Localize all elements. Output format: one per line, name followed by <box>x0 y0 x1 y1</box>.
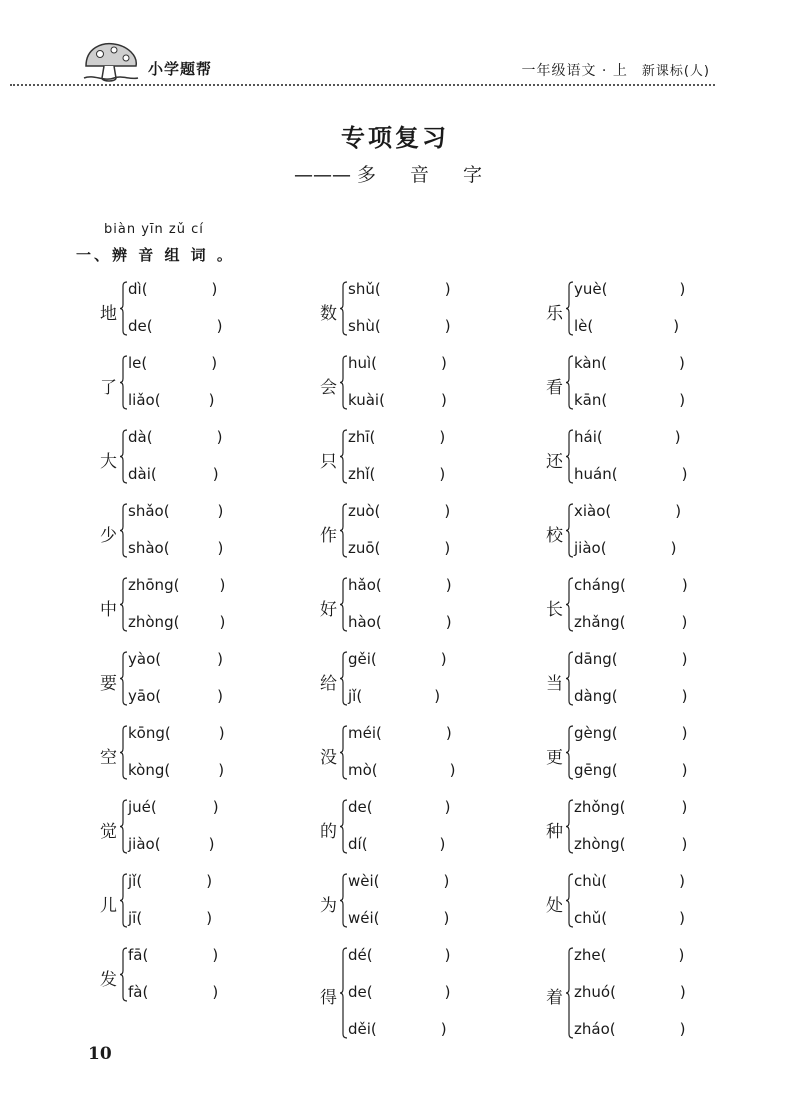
pinyin-label: hào( <box>348 613 382 631</box>
pinyin-label: wéi( <box>348 909 380 927</box>
pinyin-answer-blank[interactable] <box>574 465 687 483</box>
pinyin-answer-blank[interactable] <box>574 502 681 520</box>
pinyin-answer-blank[interactable] <box>574 576 688 594</box>
pinyin-answer-blank[interactable] <box>574 835 687 853</box>
brace-icon <box>120 502 128 559</box>
pinyin-label: jué( <box>128 798 157 816</box>
pinyin-answer-blank[interactable] <box>574 1020 685 1038</box>
close-paren: ) <box>212 798 219 816</box>
pinyin-answer-blank[interactable] <box>574 354 685 372</box>
pinyin-label: de( <box>128 317 153 335</box>
word-group <box>546 872 746 929</box>
page-title: 专项复习 <box>341 124 449 152</box>
pinyin-answer-blank[interactable] <box>574 650 687 668</box>
pinyin-label: lè( <box>574 317 594 335</box>
pinyin-label: zhe( <box>574 946 607 964</box>
brace-icon <box>340 280 348 337</box>
pinyin-label: zuò( <box>348 502 381 520</box>
pinyin-label: de( <box>348 798 373 816</box>
polyphonic-character: 会 <box>320 377 337 398</box>
pinyin-answer-blank[interactable] <box>574 317 679 335</box>
pinyin-label: dàng( <box>574 687 618 705</box>
pinyin-label: jǐ( <box>348 687 363 705</box>
close-paren: ) <box>445 613 452 631</box>
close-paren: ) <box>440 650 447 668</box>
pinyin-answer-blank[interactable] <box>348 354 447 372</box>
word-group <box>100 946 300 1003</box>
pinyin-label: jiào( <box>128 835 161 853</box>
course-label: 一年级语文 · 上 <box>521 63 628 79</box>
word-group <box>320 428 520 485</box>
close-paren: ) <box>444 502 451 520</box>
pinyin-label: zuō( <box>348 539 381 557</box>
close-paren: ) <box>434 687 441 705</box>
word-group <box>100 798 300 855</box>
word-group <box>320 576 520 633</box>
pinyin-label: dāng( <box>574 650 618 668</box>
pinyin-answer-blank[interactable] <box>574 983 686 1001</box>
brace-icon <box>120 650 128 707</box>
close-paren: ) <box>681 835 688 853</box>
pinyin-answer-blank[interactable] <box>348 983 450 1001</box>
pinyin-answer-blank[interactable] <box>128 613 225 631</box>
brace-icon <box>120 280 128 337</box>
pinyin-answer-blank[interactable] <box>348 428 445 446</box>
polyphonic-character: 还 <box>546 451 563 472</box>
polyphonic-character: 儿 <box>100 895 117 916</box>
pinyin-answer-blank[interactable] <box>128 761 224 779</box>
brace-icon <box>120 798 128 855</box>
polyphonic-character: 处 <box>546 895 563 916</box>
pinyin-label: zhǐ( <box>348 465 376 483</box>
word-group <box>546 724 746 781</box>
section-pinyin: biàn yīn zǔ cí <box>104 222 204 237</box>
brace-icon <box>120 872 128 929</box>
close-paren: ) <box>681 724 688 742</box>
brace-icon <box>340 946 348 1040</box>
pinyin-label: dé( <box>348 946 373 964</box>
pinyin-answer-blank[interactable] <box>348 872 449 890</box>
close-paren: ) <box>439 428 446 446</box>
close-paren: ) <box>679 909 685 927</box>
close-paren: ) <box>217 687 223 705</box>
word-group <box>546 576 746 633</box>
brace-icon <box>566 502 574 559</box>
close-paren: ) <box>670 539 677 557</box>
close-paren: ) <box>681 613 688 631</box>
pinyin-answer-blank[interactable] <box>128 354 217 372</box>
pinyin-label: hái( <box>574 428 603 446</box>
close-paren: ) <box>206 909 213 927</box>
close-paren: ) <box>681 798 688 816</box>
brace-icon <box>566 428 574 485</box>
pinyin-label: shǎo( <box>128 502 170 520</box>
close-paren: ) <box>212 946 219 964</box>
pinyin-label: dà( <box>128 428 153 446</box>
pinyin-answer-blank[interactable] <box>574 539 676 557</box>
word-group <box>546 946 746 1040</box>
polyphonic-character: 种 <box>546 821 563 842</box>
close-paren: ) <box>445 576 452 594</box>
pinyin-label: de( <box>348 983 373 1001</box>
pinyin-answer-blank[interactable] <box>574 946 684 964</box>
word-group <box>320 280 520 337</box>
close-paren: ) <box>441 354 447 372</box>
close-paren: ) <box>678 946 685 964</box>
pinyin-answer-blank[interactable] <box>348 280 451 298</box>
polyphonic-character: 中 <box>100 599 117 620</box>
pinyin-label: zhǎng( <box>574 613 626 631</box>
pinyin-answer-blank[interactable] <box>348 502 450 520</box>
close-paren: ) <box>216 428 223 446</box>
pinyin-answer-blank[interactable] <box>128 983 218 1001</box>
pinyin-answer-blank[interactable] <box>348 724 452 742</box>
close-paren: ) <box>444 946 451 964</box>
pinyin-answer-blank[interactable] <box>348 391 447 409</box>
close-paren: ) <box>681 761 688 779</box>
close-paren: ) <box>218 761 225 779</box>
brace-icon <box>566 280 574 337</box>
close-paren: ) <box>444 317 451 335</box>
word-group <box>320 946 520 1040</box>
close-paren: ) <box>440 391 447 409</box>
pinyin-answer-blank[interactable] <box>348 946 450 964</box>
pinyin-answer-blank[interactable] <box>128 576 225 594</box>
pinyin-label: fā( <box>128 946 149 964</box>
pinyin-answer-blank[interactable] <box>574 687 687 705</box>
close-paren: ) <box>673 317 680 335</box>
word-group <box>100 576 300 633</box>
pinyin-answer-blank[interactable] <box>128 872 212 890</box>
close-paren: ) <box>681 576 688 594</box>
close-paren: ) <box>444 539 451 557</box>
pinyin-label: yuè( <box>574 280 608 298</box>
close-paren: ) <box>212 465 219 483</box>
word-group <box>546 428 746 485</box>
pinyin-label: dí( <box>348 835 368 853</box>
word-group <box>100 872 300 929</box>
close-paren: ) <box>678 354 685 372</box>
close-paren: ) <box>679 391 686 409</box>
pinyin-answer-blank[interactable] <box>128 280 217 298</box>
word-group <box>546 798 746 855</box>
word-group <box>546 650 746 707</box>
polyphonic-character: 好 <box>320 599 337 620</box>
pinyin-label: gěi( <box>348 650 377 668</box>
brace-icon <box>566 724 574 781</box>
pinyin-label: hǎo( <box>348 576 382 594</box>
pinyin-label: zhōng( <box>128 576 180 594</box>
polyphonic-character: 了 <box>100 377 117 398</box>
pinyin-label: xiào( <box>574 502 612 520</box>
pinyin-answer-blank[interactable] <box>128 428 222 446</box>
polyphonic-character: 看 <box>546 377 563 398</box>
polyphonic-character: 当 <box>546 673 563 694</box>
pinyin-answer-blank[interactable] <box>128 465 219 483</box>
pinyin-answer-blank[interactable] <box>128 502 223 520</box>
pinyin-answer-blank[interactable] <box>128 946 218 964</box>
pinyin-label: le( <box>128 354 148 372</box>
close-paren: ) <box>439 835 446 853</box>
word-group <box>320 872 520 929</box>
close-paren: ) <box>439 465 446 483</box>
close-paren: ) <box>679 872 685 890</box>
brace-icon <box>566 946 574 1040</box>
polyphonic-character: 的 <box>320 821 337 842</box>
close-paren: ) <box>218 724 225 742</box>
pinyin-answer-blank[interactable] <box>574 280 685 298</box>
close-paren: ) <box>217 539 224 557</box>
close-paren: ) <box>443 872 450 890</box>
close-paren: ) <box>217 502 224 520</box>
brace-icon <box>120 724 128 781</box>
close-paren: ) <box>440 1020 447 1038</box>
brace-icon <box>120 946 128 1003</box>
page-number: 10 <box>88 1044 112 1064</box>
brace-icon <box>340 428 348 485</box>
brace-icon <box>566 576 574 633</box>
pinyin-answer-blank[interactable] <box>348 761 456 779</box>
polyphonic-character: 乐 <box>546 303 563 324</box>
word-group <box>100 354 300 411</box>
pinyin-label: zhǒng( <box>574 798 626 816</box>
pinyin-label: fà( <box>128 983 149 1001</box>
pinyin-label: mò( <box>348 761 378 779</box>
pinyin-answer-blank[interactable] <box>128 650 223 668</box>
pinyin-label: kàn( <box>574 354 607 372</box>
pinyin-answer-blank[interactable] <box>128 539 223 557</box>
pinyin-label: shào( <box>128 539 170 557</box>
word-group <box>320 354 520 411</box>
close-paren: ) <box>211 280 218 298</box>
brace-icon <box>566 872 574 929</box>
polyphonic-character: 数 <box>320 303 337 324</box>
pinyin-label: huán( <box>574 465 618 483</box>
pinyin-answer-blank[interactable] <box>128 317 222 335</box>
pinyin-label: jī( <box>128 909 143 927</box>
word-group <box>100 650 300 707</box>
brace-icon <box>566 354 574 411</box>
polyphonic-character: 着 <box>546 988 563 1008</box>
pinyin-label: děi( <box>348 1020 377 1038</box>
pinyin-label: yāo( <box>128 687 162 705</box>
word-group <box>100 502 300 559</box>
pinyin-label: kòng( <box>128 761 171 779</box>
pinyin-label: zhòng( <box>574 835 626 853</box>
polyphonic-character: 要 <box>100 673 117 694</box>
brace-icon <box>120 428 128 485</box>
pinyin-answer-blank[interactable] <box>348 465 445 483</box>
pinyin-label: dì( <box>128 280 148 298</box>
polyphonic-character: 觉 <box>100 821 117 842</box>
pinyin-label: zháo( <box>574 1020 616 1038</box>
word-group <box>546 354 746 411</box>
close-paren: ) <box>445 724 452 742</box>
polyphonic-character: 作 <box>320 525 337 546</box>
brand-name: 小学题帮 <box>148 60 213 78</box>
brace-icon <box>120 576 128 633</box>
pinyin-label: kuài( <box>348 391 385 409</box>
subtitle-dash: ——— <box>293 164 351 186</box>
polyphonic-character: 校 <box>546 525 563 546</box>
brace-icon <box>340 724 348 781</box>
edition-label: 新课标(人) <box>641 64 710 79</box>
pinyin-answer-blank[interactable] <box>348 835 445 853</box>
pinyin-label: méi( <box>348 724 382 742</box>
brace-icon <box>340 872 348 929</box>
close-paren: ) <box>679 1020 686 1038</box>
pinyin-label: chù( <box>574 872 608 890</box>
pinyin-label: gēng( <box>574 761 618 779</box>
polyphonic-character: 少 <box>100 525 117 546</box>
pinyin-answer-blank[interactable] <box>128 687 223 705</box>
pinyin-answer-blank[interactable] <box>574 761 688 779</box>
brace-icon <box>566 650 574 707</box>
subtitle-text: 多 音 字 <box>356 164 497 186</box>
close-paren: ) <box>679 280 686 298</box>
pinyin-answer-blank[interactable] <box>574 798 687 816</box>
brace-icon <box>340 650 348 707</box>
close-paren: ) <box>219 613 226 631</box>
polyphonic-character: 没 <box>320 747 337 768</box>
word-group <box>546 502 746 559</box>
pinyin-answer-blank[interactable] <box>128 391 214 409</box>
pinyin-answer-blank[interactable] <box>574 909 685 927</box>
pinyin-answer-blank[interactable] <box>128 835 214 853</box>
close-paren: ) <box>208 835 215 853</box>
polyphonic-character: 更 <box>546 747 563 768</box>
pinyin-answer-blank[interactable] <box>574 613 687 631</box>
word-group <box>100 428 300 485</box>
close-paren: ) <box>681 687 688 705</box>
pinyin-answer-blank[interactable] <box>348 576 452 594</box>
close-paren: ) <box>679 983 686 1001</box>
pinyin-label: shǔ( <box>348 280 381 298</box>
close-paren: ) <box>211 354 218 372</box>
polyphonic-character: 空 <box>100 747 117 768</box>
pinyin-label: yào( <box>128 650 162 668</box>
close-paren: ) <box>206 872 213 890</box>
pinyin-label: chǔ( <box>574 909 608 927</box>
pinyin-label: zhòng( <box>128 613 180 631</box>
brace-icon <box>566 798 574 855</box>
close-paren: ) <box>681 650 688 668</box>
pinyin-answer-blank[interactable] <box>348 909 449 927</box>
pinyin-label: jiào( <box>574 539 607 557</box>
pinyin-label: zhuó( <box>574 983 616 1001</box>
pinyin-answer-blank[interactable] <box>348 650 447 668</box>
pinyin-answer-blank[interactable] <box>348 687 440 705</box>
brace-icon <box>340 576 348 633</box>
pinyin-answer-blank[interactable] <box>574 391 685 409</box>
polyphonic-character: 得 <box>320 988 337 1008</box>
pinyin-answer-blank[interactable] <box>574 428 681 446</box>
close-paren: ) <box>208 391 215 409</box>
pinyin-label: jǐ( <box>128 872 143 890</box>
word-group <box>320 650 520 707</box>
word-group <box>100 280 300 337</box>
pinyin-label: gèng( <box>574 724 618 742</box>
polyphonic-character: 给 <box>320 673 337 694</box>
brace-icon <box>340 354 348 411</box>
pinyin-answer-blank[interactable] <box>128 798 219 816</box>
pinyin-answer-blank[interactable] <box>574 724 688 742</box>
word-group <box>320 798 520 855</box>
section-heading: 一、辨 音 组 词 。 <box>76 246 235 264</box>
pinyin-label: kōng( <box>128 724 171 742</box>
pinyin-answer-blank[interactable] <box>348 798 450 816</box>
pinyin-label: wèi( <box>348 872 380 890</box>
pinyin-label: kān( <box>574 391 608 409</box>
brace-icon <box>340 798 348 855</box>
word-group <box>320 502 520 559</box>
close-paren: ) <box>449 761 456 779</box>
close-paren: ) <box>219 576 226 594</box>
word-group <box>320 724 520 781</box>
pinyin-answer-blank[interactable] <box>348 1020 447 1038</box>
close-paren: ) <box>444 983 451 1001</box>
close-paren: ) <box>212 983 219 1001</box>
polyphonic-character: 为 <box>320 895 337 916</box>
polyphonic-character: 地 <box>100 303 117 324</box>
close-paren: ) <box>674 428 681 446</box>
polyphonic-character: 长 <box>546 599 563 620</box>
polyphonic-character: 发 <box>100 969 117 990</box>
word-group <box>546 280 746 337</box>
polyphonic-character: 大 <box>100 451 117 472</box>
close-paren: ) <box>444 280 451 298</box>
pinyin-answer-blank[interactable] <box>348 317 451 335</box>
close-paren: ) <box>217 650 223 668</box>
polyphonic-character: 只 <box>320 451 337 472</box>
word-group <box>100 724 300 781</box>
pinyin-answer-blank[interactable] <box>128 909 212 927</box>
close-paren: ) <box>681 465 688 483</box>
pinyin-label: dài( <box>128 465 157 483</box>
pinyin-label: shù( <box>348 317 381 335</box>
pinyin-label: zhī( <box>348 428 376 446</box>
pinyin-answer-blank[interactable] <box>128 724 225 742</box>
brace-icon <box>120 354 128 411</box>
close-paren: ) <box>443 909 450 927</box>
pinyin-answer-blank[interactable] <box>348 539 450 557</box>
close-paren: ) <box>216 317 223 335</box>
pinyin-label: liǎo( <box>128 391 161 409</box>
pinyin-answer-blank[interactable] <box>348 613 452 631</box>
close-paren: ) <box>675 502 682 520</box>
pinyin-label: huì( <box>348 354 378 372</box>
pinyin-label: cháng( <box>574 576 626 594</box>
close-paren: ) <box>444 798 451 816</box>
pinyin-answer-blank[interactable] <box>574 872 685 890</box>
brace-icon <box>340 502 348 559</box>
